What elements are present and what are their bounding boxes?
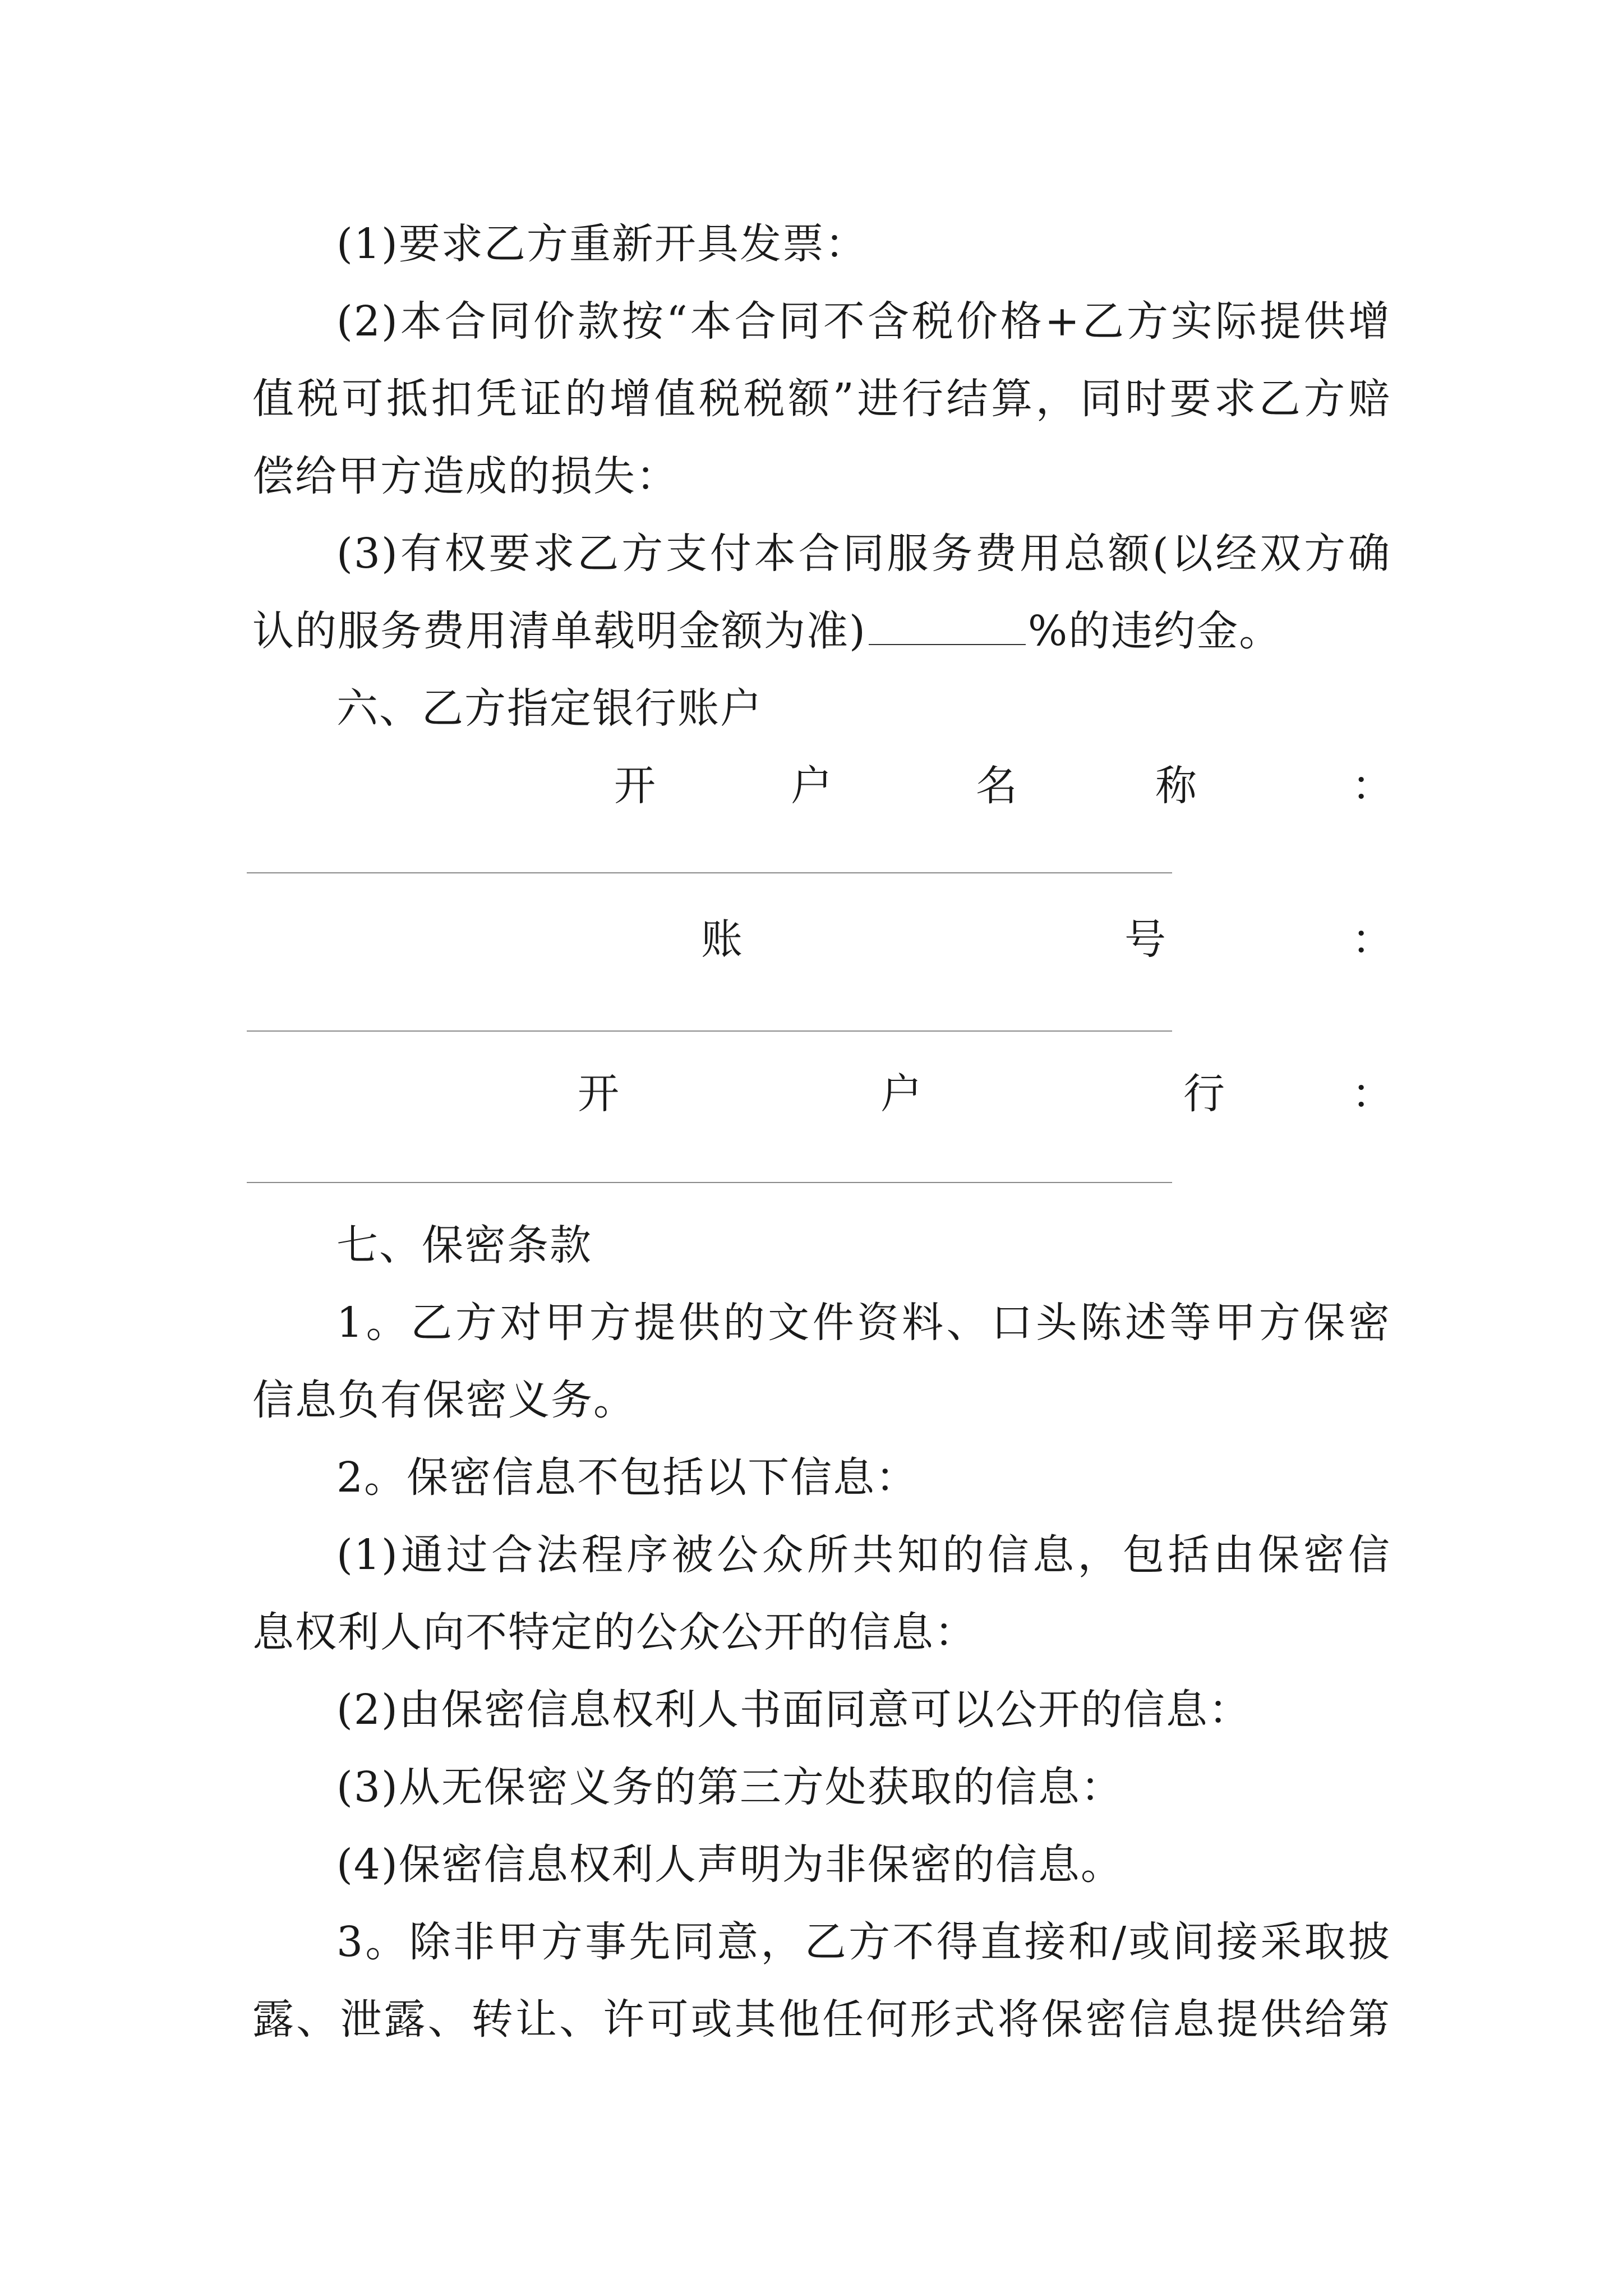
- fill-in-line: [247, 1030, 1172, 1032]
- paragraph-line: (1)要求乙方重新开具发票：: [336, 220, 868, 268]
- bank-account-name-row: [252, 761, 1391, 811]
- fill-in-line: [247, 1182, 1172, 1183]
- paragraph-line: (2)由保密信息权利人书面同意可以公开的信息：: [336, 1686, 1251, 1734]
- paragraph-line: 1。乙方对甲方提供的文件资料、口头陈述等甲方保密: [336, 1299, 1391, 1347]
- colon: ：: [1352, 762, 1393, 810]
- colon: ：: [1352, 915, 1393, 964]
- paragraph-line: [252, 606, 1391, 656]
- paragraph-line: (3)有权要求乙方支付本合同服务费用总额(以经双方确: [336, 530, 1391, 578]
- paragraph-line: 3。除非甲方事先同意，乙方不得直接和/或间接采取披: [336, 1918, 1391, 1966]
- paragraph-line: 信息负有保密义务。: [252, 1376, 636, 1424]
- label-char: 户: [880, 1070, 922, 1118]
- label-char: 称: [1155, 762, 1197, 810]
- paragraph-line: (4)保密信息权利人声明为非保密的信息。: [336, 1841, 1123, 1889]
- colon: ：: [1352, 1070, 1393, 1118]
- label-char: 号: [1124, 915, 1166, 964]
- paragraph-line: (3)从无保密义务的第三方处获取的信息：: [336, 1763, 1123, 1811]
- paragraph-line: 2。保密信息不包括以下信息：: [336, 1453, 919, 1502]
- paragraph-line: (1)通过合法程序被公众所共知的信息，包括由保密信: [336, 1531, 1391, 1579]
- section-heading: 七、保密条款: [336, 1221, 592, 1269]
- paragraph-line: 值税可抵扣凭证的增值税税额”进行结算，同时要求乙方赔: [252, 375, 1391, 423]
- fill-in-line: [247, 872, 1172, 873]
- paragraph-line: 露、泄露、转让、许可或其他任何形式将保密信息提供给第: [252, 1995, 1391, 2044]
- label-char: 行: [1183, 1070, 1225, 1118]
- bank-account-number-row: [252, 914, 1391, 965]
- paragraph-text: %的违约金。: [1027, 607, 1282, 655]
- bank-name-row: [252, 1069, 1391, 1119]
- paragraph-line: 息权利人向不特定的公众公开的信息：: [252, 1608, 977, 1657]
- label-char: 名: [976, 762, 1017, 810]
- label-char: 账: [701, 915, 743, 964]
- paragraph-line: (2)本合同价款按“本合同不含税价格+乙方实际提供增: [336, 297, 1391, 346]
- label-char: 户: [791, 762, 832, 810]
- section-heading: 六、乙方指定银行账户: [336, 684, 763, 733]
- label-char: 开: [614, 762, 656, 810]
- paragraph-line: 偿给甲方造成的损失：: [252, 452, 679, 500]
- fill-in-blank: [869, 610, 1026, 645]
- paragraph-text: 认的服务费用清单载明金额为准): [252, 607, 866, 655]
- label-char: 开: [578, 1070, 619, 1118]
